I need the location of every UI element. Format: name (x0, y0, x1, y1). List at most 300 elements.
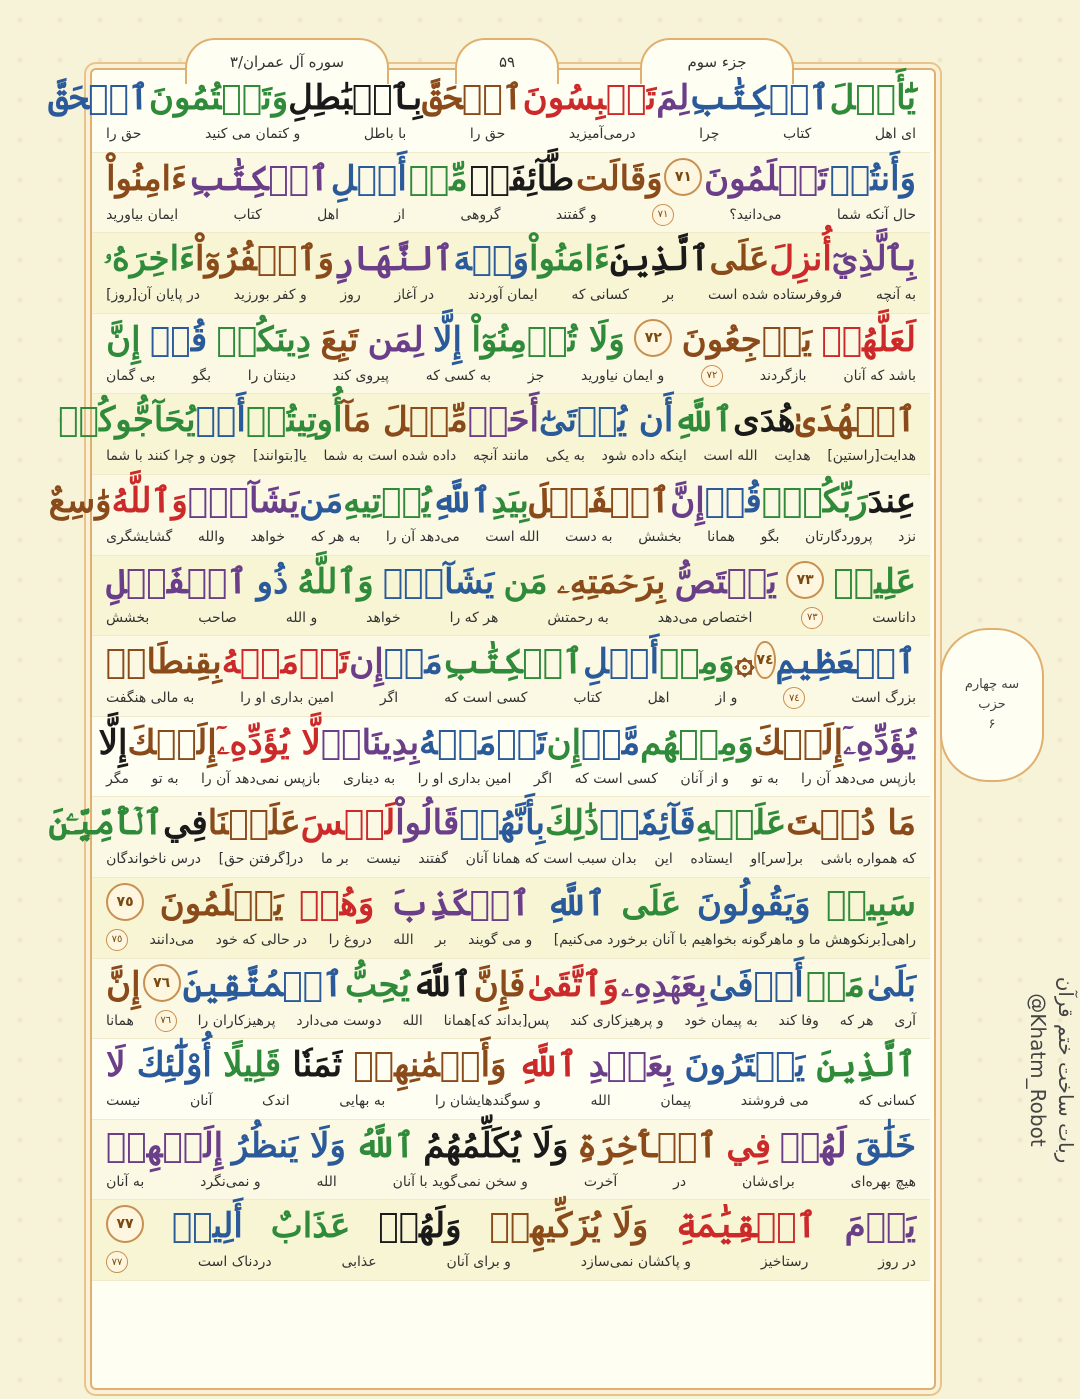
arabic-word: أُنزِلَ (769, 239, 832, 280)
translation-word: پس[بداند که]همانا (443, 1012, 550, 1029)
translation-word: کسانی که (858, 1093, 916, 1110)
translation-word: می‌دهد آن را (385, 528, 460, 545)
ayah-number-small: ٧٣ (801, 607, 823, 629)
verse-line (48, 72, 930, 153)
arabic-word: أَحَدٞ (467, 400, 540, 441)
arabic-word: إِلَيۡهِمۡ (106, 1125, 224, 1166)
translation-word: حق را (106, 126, 142, 142)
translation-word: و کفر بورزید (233, 287, 307, 304)
arabic-word: ٱلۡكَذِبَ (389, 883, 531, 924)
arabic-word: ٱلۡأٓخِرَةِ (577, 1125, 718, 1166)
arabic-words (92, 1200, 930, 1248)
arabic-word: لَيۡسَ (300, 803, 396, 844)
translation-word: و پرهیزکاری کند (570, 1012, 664, 1029)
translation-word: خواهد (366, 609, 401, 626)
arabic-word: إِلَّا (433, 319, 462, 360)
verse-line (48, 475, 930, 556)
arabic-word: ٱلَّذِينَ (816, 1045, 916, 1086)
verse-line (92, 1039, 930, 1120)
translation-words (92, 120, 930, 148)
arabic-word: وَلَا تُؤۡمِنُوٓاْ (471, 319, 625, 360)
arabic-word: ءَامَنُواْ (529, 239, 610, 280)
translation-word: آری (894, 1012, 916, 1029)
arabic-words (92, 233, 930, 281)
verse-line (92, 314, 930, 395)
arabic-word: بِٱلَّذِيٓ (831, 239, 916, 280)
translation-word: همانا (106, 1012, 134, 1029)
arabic-word: ٱللَّهِ (673, 400, 734, 441)
arabic-word: بِٱلۡبَٰطِلِ (288, 78, 423, 118)
arabic-word: بِدِينَارٖ (320, 722, 420, 763)
arabic-word: ٱللَّهِ (546, 883, 606, 924)
arabic-word: مَنۡ (805, 964, 865, 1005)
translation-word: والله (197, 528, 225, 545)
arabic-word: بِعَهۡدِ (588, 1045, 674, 1086)
arabic-word: أُوْلَٰٓئِكَ (136, 1045, 212, 1086)
translation-word: در روز (878, 1254, 916, 1271)
arabic-word: أُوتِيتُمۡ (245, 400, 343, 441)
arabic-word: بِعَهۡدِهِۦ (620, 964, 707, 1005)
arabic-word: تَأۡمَنۡهُ (419, 722, 547, 763)
arabic-word: خَلَٰقَ (855, 1125, 916, 1166)
translation-word: در پایان آن[روز] (106, 287, 200, 304)
translation-word: بر (435, 931, 447, 948)
arabic-word: وَٱللَّهُ (297, 561, 374, 602)
arabic-word: يَعۡلَمُونَ (159, 883, 284, 924)
arabic-word: إِن (349, 642, 384, 683)
arabic-word: وَقَالَت (575, 158, 663, 199)
translation-word: پرهیزکاران را (197, 1012, 276, 1029)
arabic-word: ٱلۡقِيَٰمَةِ (676, 1206, 817, 1247)
arabic-word: ذُو (256, 561, 289, 602)
arabic-word: مَا دُمۡتَ (786, 803, 916, 844)
translation-word: ای اهل (874, 126, 916, 142)
watermark-handle: @Khatm_Robot (1026, 993, 1050, 1147)
arabic-word: فَإِنَّ (473, 964, 526, 1005)
arabic-word: عَلِيمٞ (833, 561, 916, 602)
translation-word: هدایت (774, 448, 811, 465)
arabic-words (48, 72, 930, 120)
translation-word: یا[بتوانند] (252, 448, 307, 465)
arabic-word: قَآئِمٗاۗ (599, 803, 696, 844)
translation-word: به کسی که (425, 367, 492, 384)
translation-word: بازپس می‌دهد آن را (801, 770, 916, 787)
translation-word: خواهد (250, 528, 286, 545)
translation-words (92, 845, 930, 873)
arabic-word: ٱلۡكِتَٰبِ (442, 642, 584, 683)
arabic-word: سَبِيلٞ (826, 883, 916, 924)
translation-word: می فروشند (740, 1093, 809, 1110)
translation-word: گشایشگری (106, 528, 173, 545)
arabic-word: دِينَكُمۡ (216, 319, 311, 360)
translation-word: الله است (703, 448, 758, 465)
arabic-word: إِن (546, 722, 582, 763)
translation-word: بر[سر]او (750, 851, 804, 868)
arabic-word: ٱلۡحَقَّ (48, 78, 149, 118)
arabic-words (92, 1120, 930, 1168)
translation-word: بزرگ است (851, 690, 916, 707)
arabic-word: إِلَيۡكَ (127, 722, 217, 763)
arabic-word: فِي (163, 803, 208, 844)
arabic-word: بِأَنَّهُمۡ (459, 803, 545, 844)
juz-label: جزء سوم (640, 38, 794, 84)
arabic-words (92, 1039, 930, 1087)
ayah-number-small: ٧٢ (701, 365, 723, 387)
translation-word: هر که (839, 1012, 874, 1029)
translation-word: ایمان بیاورید (106, 206, 179, 223)
translation-word: اهل (317, 206, 339, 223)
arabic-word: قُلۡ (150, 319, 208, 360)
arabic-word: ٱلۡأُمِّيِّـۧنَ (48, 803, 164, 844)
ayah-number-marker: ٧٤ (754, 641, 775, 679)
arabic-word: وَهُمۡ (299, 883, 375, 924)
translation-word: به دیناری (342, 770, 396, 787)
translation-word: جز (527, 367, 545, 384)
arabic-word: ٱلۡكِتَٰبِ (188, 158, 330, 199)
arabic-word: وَتَكۡتُمُونَ (148, 78, 289, 118)
arabic-word: يَشۡتَرُونَ (684, 1045, 806, 1086)
translation-words (92, 1007, 930, 1035)
ayah-number-small: ٧٥ (106, 929, 128, 951)
translation-word: کتاب (233, 206, 262, 223)
translation-words (92, 1248, 930, 1276)
translation-word: و از (715, 690, 738, 707)
verse-line (92, 1200, 930, 1281)
verse-line (92, 636, 930, 717)
arabic-words (92, 636, 930, 684)
arabic-word: يَرۡجِعُونَ (681, 319, 813, 360)
arabic-word: بَلَىٰ (866, 964, 916, 1005)
verse-line (92, 233, 930, 314)
translation-word: به تو (751, 770, 779, 787)
translation-words (92, 281, 930, 309)
arabic-word: يَشَآءُۗ (382, 561, 495, 602)
arabic-words (92, 314, 930, 362)
page-number: ۵۹ (455, 38, 559, 84)
translation-word: گروهی (460, 206, 501, 223)
arabic-word: مِّنۡ (408, 158, 468, 199)
translation-word: به تو (151, 770, 179, 787)
arabic-word: قَلِيلًا (223, 1045, 282, 1086)
translation-word: راهی[برنکوهش ما و ماهرگونه بخواهیم با آنان برخورد می‌کنیم] (553, 931, 916, 948)
translation-word: در (673, 1173, 687, 1190)
translation-word: نیست (366, 851, 401, 868)
translation-word: بخشش (638, 528, 682, 545)
translation-word: حال آنکه شما (836, 206, 916, 223)
translation-word: درمی‌آمیزید (568, 126, 636, 142)
arabic-word: هُدَى (733, 400, 796, 441)
arabic-word: ٱلۡمُتَّقِينَ (182, 964, 344, 1005)
translation-words (92, 1168, 930, 1196)
translation-word: فروفرستاده شده است (708, 287, 843, 304)
translation-word: به یکی (545, 448, 585, 465)
translation-word: که همواره باشی (820, 851, 916, 868)
arabic-word: يَخۡتَصُّ (674, 561, 777, 602)
translation-word: پروردگارتان (805, 528, 873, 545)
arabic-word: عَلَى (621, 883, 682, 924)
translation-words (92, 604, 930, 632)
translation-word: همانا (707, 528, 735, 545)
page-header (0, 20, 1080, 70)
verse-line (92, 153, 930, 234)
ayah-number-marker: ٧٣ (786, 561, 824, 599)
translation-word: عذابی (341, 1254, 377, 1271)
translation-word: به پیمان خود (684, 1012, 758, 1029)
arabic-word: وَلَا يُكَلِّمُهُمُ (423, 1125, 569, 1166)
translation-word: بخشش (106, 609, 150, 626)
ayah-number-marker: ٧٦ (143, 964, 181, 1002)
translation-word: هدایت[راستین] (827, 448, 916, 465)
translation-word: الله است (485, 528, 540, 545)
quran-lines (48, 72, 930, 1281)
translation-words (92, 684, 930, 712)
translation-word: و نمی‌نگرد (200, 1173, 261, 1190)
arabic-word: لَا (106, 1045, 126, 1086)
translation-word: این (654, 851, 673, 868)
arabic-word: عَذَابٌ (270, 1206, 351, 1247)
translation-word: و الله (285, 609, 318, 626)
surah-label: سوره آل عمران/۳ (185, 38, 389, 84)
translation-word: اگر (533, 770, 553, 787)
arabic-word: تَبِعَ (320, 319, 359, 360)
translation-word: به مالی هنگفت (106, 690, 195, 707)
translation-words (92, 1087, 930, 1115)
arabic-word: قَالُواْ (395, 803, 460, 844)
arabic-word: وَٱكۡفُرُوٓاْ (195, 239, 334, 280)
arabic-word: أَوۡفَىٰ (708, 964, 804, 1005)
translation-word: کسی است که (444, 690, 528, 707)
translation-word: اگر (379, 690, 399, 707)
arabic-word: مَن (299, 480, 344, 521)
arabic-word: ذَٰلِكَ (544, 803, 600, 844)
translation-words (92, 523, 930, 551)
translation-word: اندک (261, 1093, 290, 1110)
translation-word: دردناک است (197, 1254, 272, 1271)
arabic-word: يَشَآءُۚ (187, 480, 300, 521)
translation-word: الله (316, 1173, 337, 1190)
arabic-word: وَٱتَّقَىٰ (527, 964, 619, 1005)
translation-word: حق را (469, 126, 506, 142)
translation-word: هیچ بهره‌ای (850, 1173, 916, 1190)
translation-word: به آنچه (875, 287, 916, 304)
ayah-number-small: ٧٦ (155, 1010, 177, 1032)
translation-word: الله (402, 1012, 423, 1029)
translation-word: در[گرفتن حق] (218, 851, 304, 868)
arabic-word: وَجۡهَ (453, 239, 529, 280)
verse-line (92, 878, 930, 959)
translation-word: به دست (565, 528, 613, 545)
translation-word: بر (662, 287, 675, 304)
ayah-number-marker: ٧٥ (106, 883, 144, 921)
arabic-word: لَعَلَّهُمۡ (821, 319, 916, 360)
arabic-word: بِيَدِ (491, 480, 529, 521)
arabic-words (92, 717, 930, 765)
translation-word: ایمان آوردند (467, 287, 538, 304)
ayah-number-marker: ٧١ (664, 158, 702, 196)
arabic-word: ٱلۡعَظِيمِ (775, 642, 916, 683)
arabic-word: يُؤَدِّهِۦٓ (843, 722, 916, 763)
verse-line (92, 1120, 930, 1201)
arabic-word: يَٰٓأَهۡلَ (829, 78, 916, 118)
arabic-word: ٱلَّذِينَ (609, 239, 710, 280)
ayah-number-small: ٧٤ (783, 687, 805, 709)
arabic-word: قُلۡ (704, 480, 762, 521)
hizb-quarter: سه چهارم (964, 677, 1020, 692)
hizb-marker (940, 628, 1044, 782)
arabic-words (48, 797, 930, 845)
translation-word: و از آنان (680, 770, 730, 787)
arabic-words (48, 475, 930, 523)
translation-word: بر ما (320, 851, 349, 868)
arabic-word: ٱلۡكِتَٰبِ (689, 78, 830, 118)
arabic-words (92, 878, 930, 926)
translation-word: بی گمان (106, 367, 156, 384)
arabic-word: أَوۡ (195, 400, 246, 441)
arabic-word: ثَمَنٗا (292, 1045, 343, 1086)
translation-word: برای‌شان (742, 1173, 795, 1190)
translation-word: و سخن نمی‌گوید با آنان (392, 1173, 528, 1190)
translation-word: پیمان (660, 1093, 692, 1110)
translation-word: باشد که آنان (843, 367, 916, 384)
translation-word: کسی است که (574, 770, 658, 787)
translation-word: می‌دانید؟ (729, 206, 782, 223)
arabic-word: مَنۡ (383, 642, 443, 683)
translation-word: ایستاده (690, 851, 733, 868)
translation-word: بدان سبب است که همانا آنان (465, 851, 637, 868)
arabic-word: تَعۡلَمُونَ (704, 158, 828, 199)
translation-word: در حالی که خود (215, 931, 308, 948)
translation-word: هر که را (449, 609, 499, 626)
verse-line (92, 717, 930, 798)
translation-word: الله (393, 931, 414, 948)
arabic-word: وَٱللَّهُ (111, 480, 188, 521)
translation-word: داناست (872, 609, 916, 626)
translation-word: و می گویند (468, 931, 533, 948)
arabic-word: بِقِنطَارٖ (105, 642, 222, 683)
translation-word: چرا (699, 126, 720, 142)
translation-word: صاحب (198, 609, 237, 626)
translation-word: و برای آنان (446, 1254, 511, 1271)
translation-word: امین بداری او را (417, 770, 512, 787)
arabic-word: تَلۡبِسُونَ (522, 78, 657, 118)
arabic-word: ٱلۡهُدَىٰ (795, 400, 916, 441)
translation-word: کتاب (573, 690, 602, 707)
translation-word: و پاکشان نمی‌سازد (580, 1254, 691, 1271)
translation-words (92, 442, 930, 470)
translation-words (92, 362, 930, 390)
arabic-word: ٱللَّهِ (431, 480, 492, 521)
arabic-word: ءَامِنُواْ (106, 158, 187, 199)
arabic-word: ٱللَّهُ (354, 1125, 415, 1166)
translation-word: و ایمان نیاورید (581, 367, 665, 384)
translation-word: الله (590, 1093, 611, 1110)
arabic-word: ٱلۡفَضۡلَ (528, 480, 671, 521)
arabic-word: ءَاخِرَهُۥ (103, 239, 196, 280)
arabic-word: يُحَآجُّوكُمۡ (58, 400, 196, 441)
arabic-word: لِمَن (367, 319, 424, 360)
translation-word: و گفتند (555, 206, 597, 223)
arabic-word: إِنَّ (670, 480, 705, 521)
translation-word: پیروی کند (332, 367, 390, 384)
translation-word: درس ناخواندگان (106, 851, 202, 868)
arabic-word: إِنَّ (106, 964, 141, 1005)
arabic-word: عِندَ (867, 480, 916, 521)
arabic-word: أَن يُؤۡتَىٰٓ (539, 400, 674, 441)
translation-word: مانند آنچه (473, 448, 530, 465)
arabic-word: إِلَّا (98, 722, 128, 763)
translation-word: آنان (190, 1093, 213, 1110)
arabic-word: لَهُمۡ (779, 1125, 847, 1166)
translation-word: اختصاص می‌دهد (657, 609, 753, 626)
arabic-word: ٱللَّهَ (412, 964, 472, 1005)
arabic-words (92, 959, 930, 1007)
translation-word: به رحمتش (547, 609, 609, 626)
arabic-word: أَهۡلِ (583, 642, 660, 683)
arabic-word: يَوۡمَ (844, 1206, 916, 1247)
arabic-word: وَلَا يُزَكِّيهِمۡ (489, 1206, 649, 1247)
arabic-word: وَمِنۡهُم (640, 722, 754, 763)
ayah-number-marker: ٧٧ (106, 1205, 144, 1243)
arabic-word: أَهۡلِ (330, 158, 407, 199)
translation-word: گفتند (418, 851, 448, 868)
translation-word: آخرت (583, 1173, 618, 1190)
translation-word: دروغ را (328, 931, 372, 948)
translation-word: رستاخیز (760, 1254, 809, 1271)
translation-word: وفا کند (778, 1012, 819, 1029)
translation-word: بازپس نمی‌دهد آن را (200, 770, 321, 787)
translation-word: به آنان (106, 1173, 145, 1190)
translation-word: اهل (647, 690, 670, 707)
translation-word: و کتمان می کنید (205, 126, 301, 142)
arabic-word: بِرَحۡمَتِهِۦ (556, 561, 666, 602)
translation-word: چون و چرا کنند با شما (106, 448, 237, 465)
arabic-word: مِّثۡلَ مَآ (342, 400, 468, 441)
arabic-word: عَلَيۡنَا (207, 803, 301, 844)
translation-word: کسانی که (571, 287, 629, 304)
translation-word: بازگردند (759, 367, 807, 384)
arabic-word: وَٰسِعٌ (48, 480, 112, 521)
verse-line (58, 394, 930, 475)
ayah-number-marker: ٧٢ (634, 319, 672, 357)
translation-word: بگو (192, 367, 211, 384)
translation-word: نیست (106, 1093, 141, 1110)
translation-word: اینکه داده شود (601, 448, 687, 465)
arabic-word: يُؤۡتِيهِ (343, 480, 432, 521)
arabic-word: وَأَيۡمَٰنِهِمۡ (353, 1045, 507, 1086)
translation-word: داده شده است به شما (323, 448, 457, 465)
arabic-word: لِمَ (656, 78, 690, 118)
translation-word: و سوگندهایشان را (434, 1093, 541, 1110)
translation-word: کتاب (782, 126, 812, 142)
arabic-word: إِنَّ (106, 319, 141, 360)
translation-word: بگو (760, 528, 780, 545)
arabic-word: وَلَهُمۡ (378, 1206, 462, 1247)
translation-word: در آغاز (394, 287, 435, 304)
verse-line (48, 797, 930, 878)
watermark-title: ربات ساخت ختم قرآن (1054, 976, 1078, 1164)
arabic-word: وَلَا يَنظُرُ (231, 1125, 346, 1166)
arabic-word: ٱلۡحَقَّ (422, 78, 523, 118)
arabic-words (92, 153, 930, 201)
hizb-label: حزب (978, 697, 1006, 712)
watermark (1020, 950, 1080, 1190)
arabic-word: تَأۡمَنۡهُ (221, 642, 350, 683)
arabic-word: وَأَنتُمۡ (829, 158, 916, 199)
arabic-word: ٱلۡفَضۡلِ (106, 561, 248, 602)
verse-line (92, 556, 930, 637)
arabic-word: لَّا يُؤَدِّهِۦٓ (216, 722, 321, 763)
translation-word: نزد (898, 528, 916, 545)
